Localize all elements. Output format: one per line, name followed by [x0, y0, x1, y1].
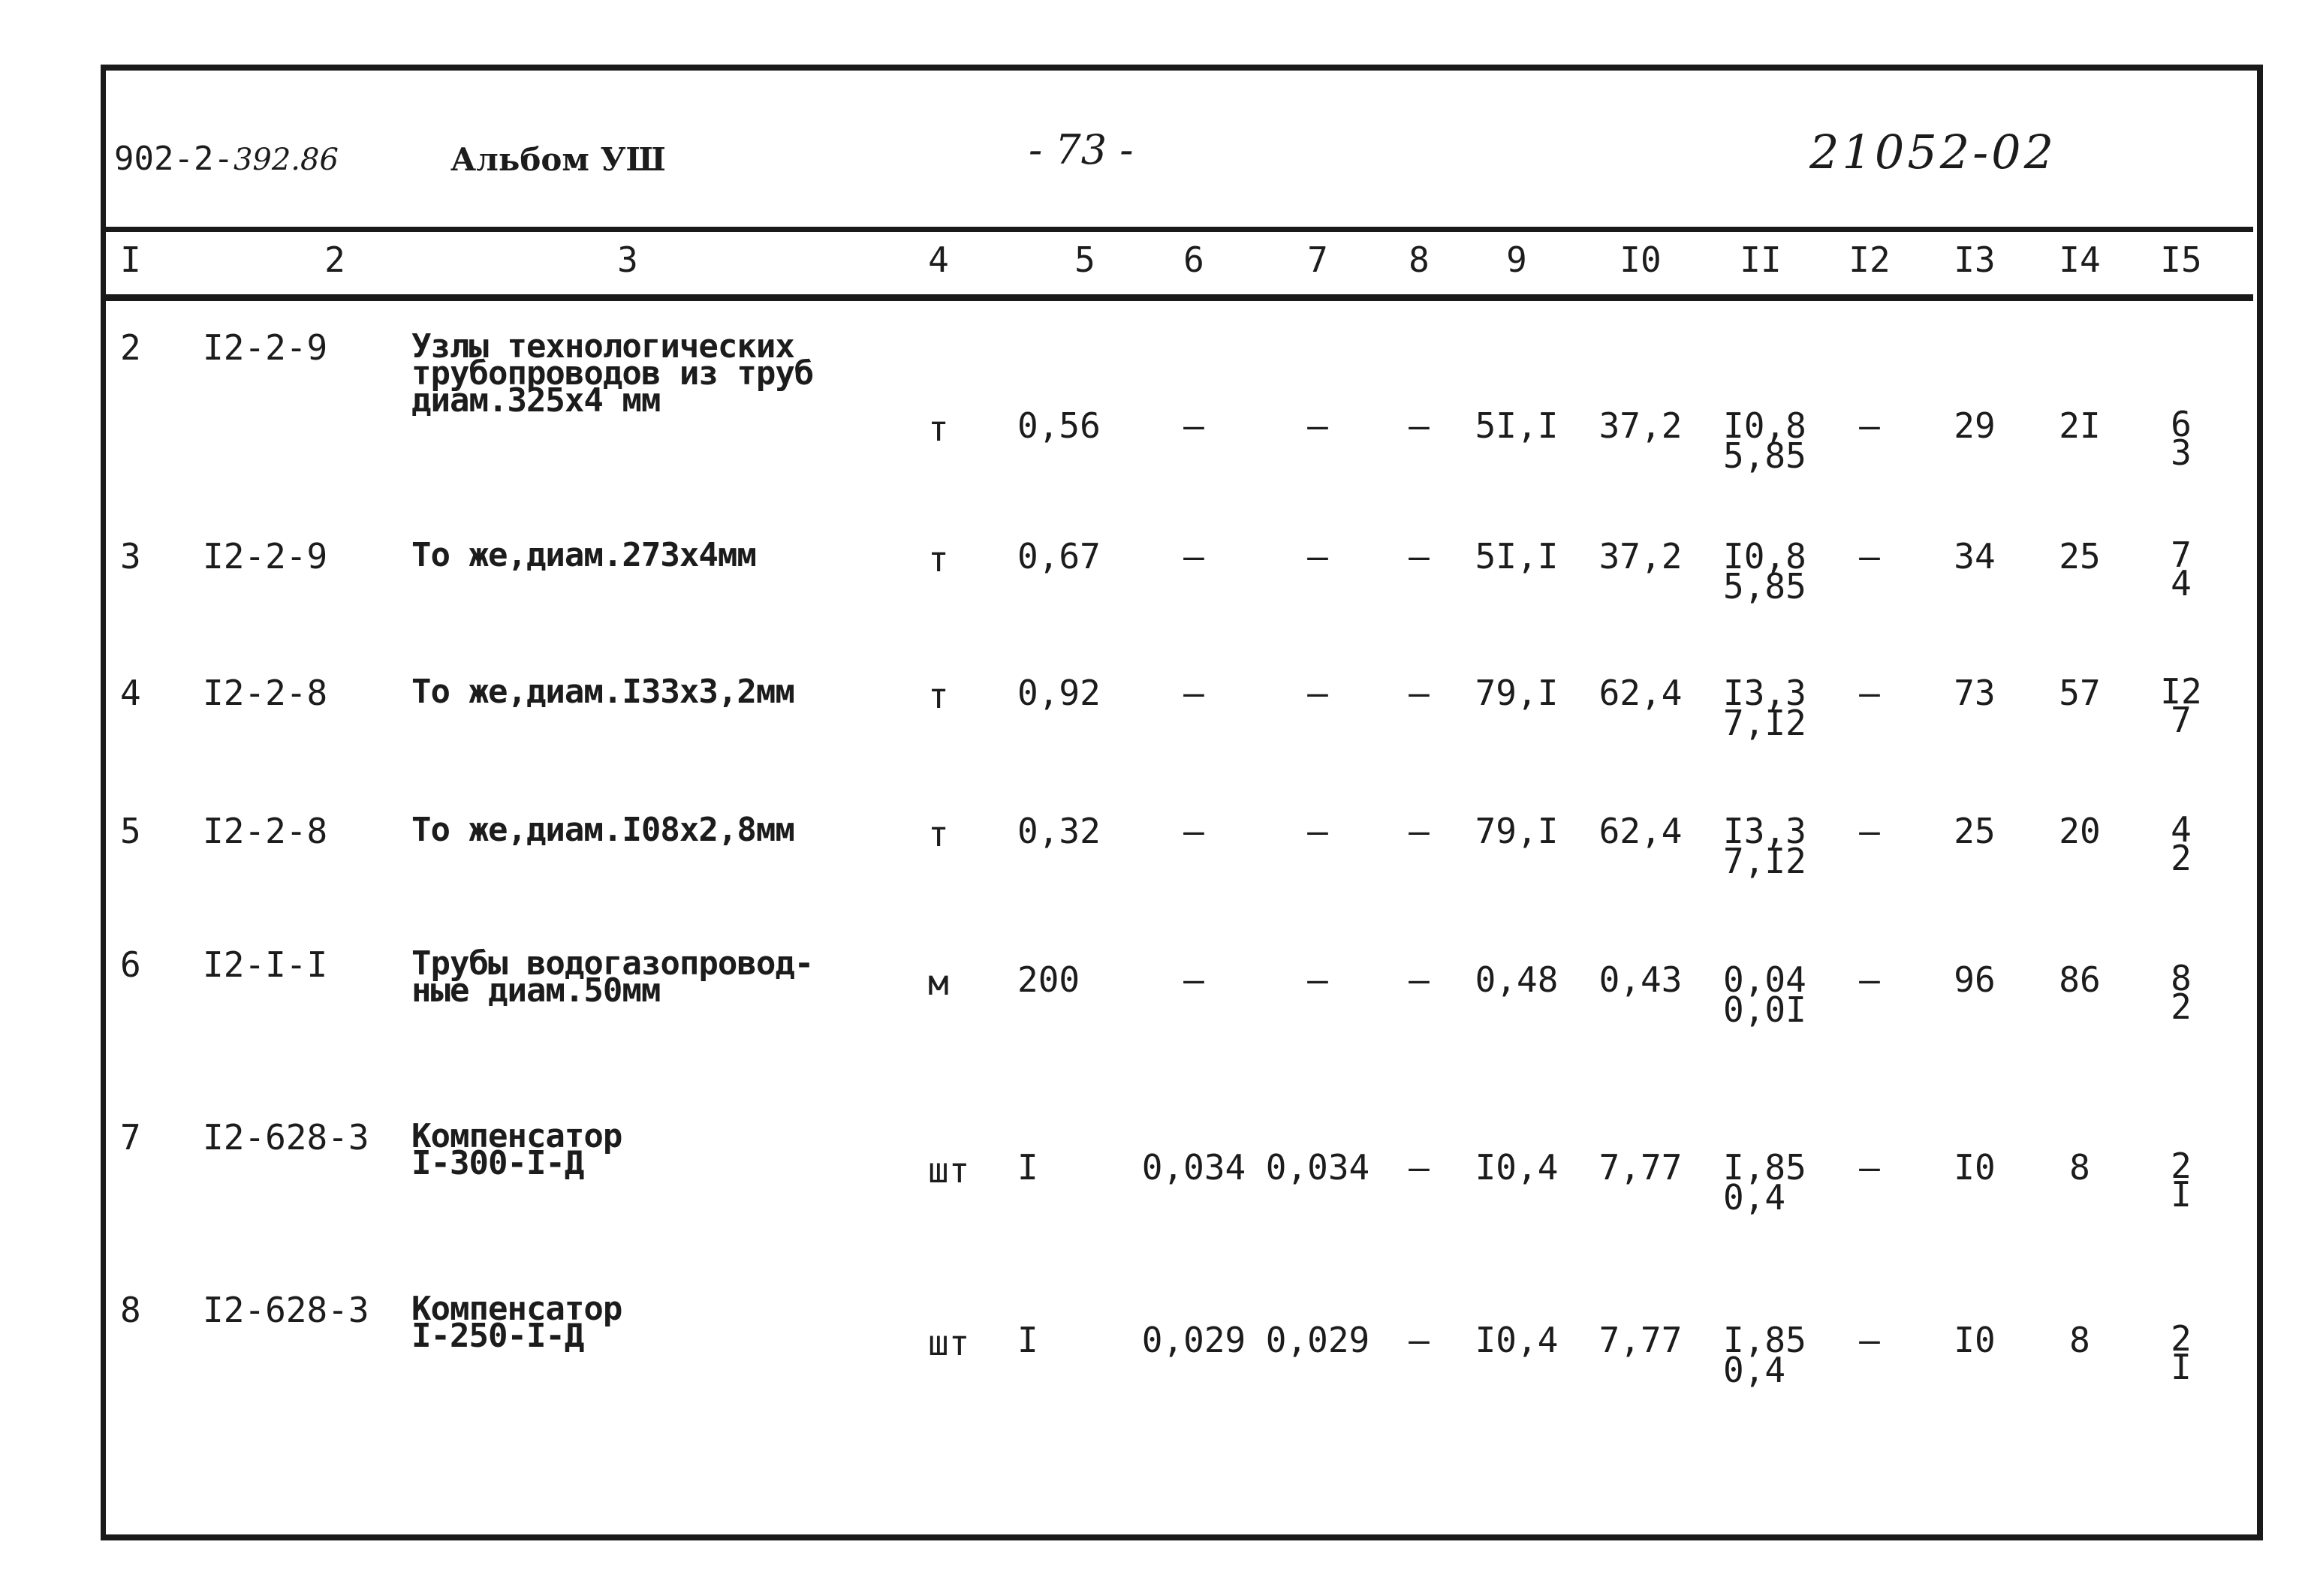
- row-col-11-bottom: 0,4: [1723, 1350, 1786, 1390]
- row-col-11-bottom: 0,4: [1723, 1177, 1786, 1218]
- row-quantity: 0,32: [1017, 811, 1101, 851]
- row-description: Трубы водогазопровод- ные диам.50мм: [411, 944, 814, 1010]
- document-code: [114, 140, 339, 178]
- column-header-7: 7: [1307, 239, 1328, 280]
- row-description: Компенсатор I-300-I-Д: [411, 1117, 622, 1182]
- column-header-12: I2: [1849, 239, 1891, 280]
- column-header-6: 6: [1183, 239, 1204, 280]
- row-description: Узлы технологических трубопроводов из труб диам.325х4 мм: [411, 327, 814, 420]
- row-col-6: –: [1183, 811, 1204, 851]
- row-number: 7: [120, 1117, 141, 1158]
- row-col-12: –: [1859, 673, 1880, 713]
- row-number: 6: [120, 944, 141, 985]
- row-col-10: 37,2: [1598, 536, 1683, 577]
- row-number: 3: [120, 536, 141, 577]
- row-col-7: –: [1307, 673, 1328, 713]
- row-col-7: –: [1307, 405, 1328, 446]
- row-col-15-top: 2: [2171, 1318, 2192, 1359]
- row-col-12: –: [1859, 959, 1880, 1000]
- row-col-9: 5I,I: [1475, 405, 1559, 446]
- row-col-14: 57: [2059, 673, 2101, 713]
- row-col-9: 0,48: [1475, 959, 1559, 1000]
- row-number: 4: [120, 673, 141, 713]
- row-unit: т: [928, 408, 949, 449]
- row-col-7: 0,029: [1265, 1320, 1370, 1360]
- row-code: I2-2-8: [203, 673, 328, 713]
- row-col-12: –: [1859, 811, 1880, 851]
- row-col-15-bottom: I: [2171, 1174, 2192, 1215]
- row-col-10: 7,77: [1598, 1147, 1683, 1188]
- row-col-6: –: [1183, 673, 1204, 713]
- row-col-8: –: [1409, 959, 1430, 1000]
- row-col-8: –: [1409, 673, 1430, 713]
- row-unit: м: [928, 962, 949, 1003]
- column-header-3: 3: [617, 239, 638, 280]
- row-col-10: 7,77: [1598, 1320, 1683, 1360]
- column-header-11: II: [1740, 239, 1782, 280]
- row-number: 8: [120, 1290, 141, 1330]
- row-col-11-top: I0,8: [1723, 536, 1806, 577]
- row-col-15-top: 2: [2171, 1146, 2192, 1186]
- column-header-1: I: [120, 239, 141, 280]
- row-quantity: 0,92: [1017, 673, 1101, 713]
- column-header-15: I5: [2160, 239, 2202, 280]
- column-header-10: I0: [1620, 239, 1662, 280]
- row-code: I2-628-3: [203, 1117, 369, 1158]
- row-col-15-bottom: 2: [2171, 838, 2192, 878]
- row-col-11-bottom: 7,I2: [1723, 703, 1806, 743]
- row-col-14: 2I: [2059, 405, 2101, 446]
- row-col-11-top: I3,3: [1723, 673, 1806, 713]
- row-col-8: –: [1409, 811, 1430, 851]
- row-unit: шт: [928, 1150, 970, 1191]
- row-col-6: –: [1183, 536, 1204, 577]
- row-code: I2-628-3: [203, 1290, 369, 1330]
- row-col-9: I0,4: [1475, 1147, 1559, 1188]
- row-col-15-top: 8: [2171, 958, 2192, 998]
- project-number: 21052-02: [1809, 125, 2057, 179]
- row-col-15-top: I2: [2160, 671, 2202, 712]
- row-quantity: 0,56: [1017, 405, 1101, 446]
- row-quantity: I: [1017, 1147, 1038, 1188]
- row-col-15-bottom: I: [2171, 1347, 2192, 1387]
- row-code: I2-2-8: [203, 811, 328, 851]
- row-code: I2-I-I: [203, 944, 328, 985]
- row-quantity: 0,67: [1017, 536, 1101, 577]
- row-col-14: 8: [2069, 1147, 2090, 1188]
- row-col-10: 0,43: [1598, 959, 1683, 1000]
- row-col-14: 86: [2059, 959, 2101, 1000]
- row-col-8: –: [1409, 1320, 1430, 1360]
- row-number: 5: [120, 811, 141, 851]
- row-description: То же,диам.I33х3,2мм: [411, 673, 794, 711]
- row-col-13: I0: [1954, 1320, 1996, 1360]
- document-code-handwritten: 392.86: [233, 143, 339, 177]
- header-rule-bottom: [106, 294, 2253, 301]
- row-col-10: 37,2: [1598, 405, 1683, 446]
- row-col-15-bottom: 4: [2171, 563, 2192, 604]
- row-number: 2: [120, 327, 141, 368]
- row-col-11-top: I,85: [1723, 1320, 1806, 1360]
- row-col-15-bottom: 7: [2171, 700, 2192, 740]
- row-col-11-bottom: 5,85: [1723, 566, 1806, 607]
- document-code-prefix: 902-2-: [114, 140, 234, 178]
- row-col-13: I0: [1954, 1147, 1996, 1188]
- row-col-12: –: [1859, 1320, 1880, 1360]
- column-header-13: I3: [1954, 239, 1996, 280]
- row-col-14: 20: [2059, 811, 2101, 851]
- row-col-13: 34: [1954, 536, 1996, 577]
- column-header-14: I4: [2059, 239, 2101, 280]
- row-col-8: –: [1409, 536, 1430, 577]
- column-header-5: 5: [1074, 239, 1095, 280]
- row-description: То же,диам.273х4мм: [411, 536, 756, 574]
- row-col-11-bottom: 5,85: [1723, 435, 1806, 476]
- row-col-14: 8: [2069, 1320, 2090, 1360]
- row-col-11-top: I3,3: [1723, 811, 1806, 851]
- row-col-6: 0,034: [1141, 1147, 1246, 1188]
- row-col-15-top: 6: [2171, 404, 2192, 444]
- page-number: - 73 -: [1029, 126, 1134, 173]
- column-header-9: 9: [1506, 239, 1527, 280]
- row-col-13: 25: [1954, 811, 1996, 851]
- row-col-12: –: [1859, 536, 1880, 577]
- row-col-14: 25: [2059, 536, 2101, 577]
- header-rule-top: [106, 227, 2253, 232]
- row-col-7: –: [1307, 536, 1328, 577]
- row-col-8: –: [1409, 405, 1430, 446]
- row-col-9: 5I,I: [1475, 536, 1559, 577]
- row-col-12: –: [1859, 405, 1880, 446]
- row-unit: т: [928, 676, 949, 716]
- row-col-6: –: [1183, 405, 1204, 446]
- row-col-11-bottom: 7,I2: [1723, 841, 1806, 881]
- row-description: То же,диам.I08х2,8мм: [411, 811, 794, 849]
- row-col-13: 29: [1954, 405, 1996, 446]
- row-col-9: 79,I: [1475, 673, 1559, 713]
- row-col-9: I0,4: [1475, 1320, 1559, 1360]
- row-unit: т: [928, 539, 949, 580]
- row-col-11-top: I,85: [1723, 1147, 1806, 1188]
- row-col-8: –: [1409, 1147, 1430, 1188]
- row-code: I2-2-9: [203, 327, 328, 368]
- row-col-15-bottom: 3: [2171, 432, 2192, 473]
- row-unit: шт: [928, 1323, 970, 1363]
- row-col-15-bottom: 2: [2171, 986, 2192, 1027]
- row-quantity: 200: [1017, 959, 1080, 1000]
- row-quantity: I: [1017, 1320, 1038, 1360]
- row-col-7: –: [1307, 811, 1328, 851]
- row-col-11-top: 0,04: [1723, 959, 1806, 1000]
- row-col-10: 62,4: [1598, 811, 1683, 851]
- column-header-8: 8: [1409, 239, 1430, 280]
- row-col-7: –: [1307, 959, 1328, 1000]
- row-col-13: 73: [1954, 673, 1996, 713]
- row-col-6: 0,029: [1141, 1320, 1246, 1360]
- row-col-9: 79,I: [1475, 811, 1559, 851]
- row-col-12: –: [1859, 1147, 1880, 1188]
- row-col-13: 96: [1954, 959, 1996, 1000]
- album-label: Альбом УШ: [450, 141, 666, 178]
- row-col-15-top: 4: [2171, 809, 2192, 850]
- row-col-11-bottom: 0,0I: [1723, 989, 1806, 1030]
- row-code: I2-2-9: [203, 536, 328, 577]
- column-header-4: 4: [928, 239, 949, 280]
- row-col-7: 0,034: [1265, 1147, 1370, 1188]
- row-unit: т: [928, 814, 949, 854]
- row-col-6: –: [1183, 959, 1204, 1000]
- row-description: Компенсатор I-250-I-Д: [411, 1290, 622, 1355]
- row-col-10: 62,4: [1598, 673, 1683, 713]
- row-col-15-top: 7: [2171, 535, 2192, 575]
- row-col-11-top: I0,8: [1723, 405, 1806, 446]
- column-header-2: 2: [324, 239, 345, 280]
